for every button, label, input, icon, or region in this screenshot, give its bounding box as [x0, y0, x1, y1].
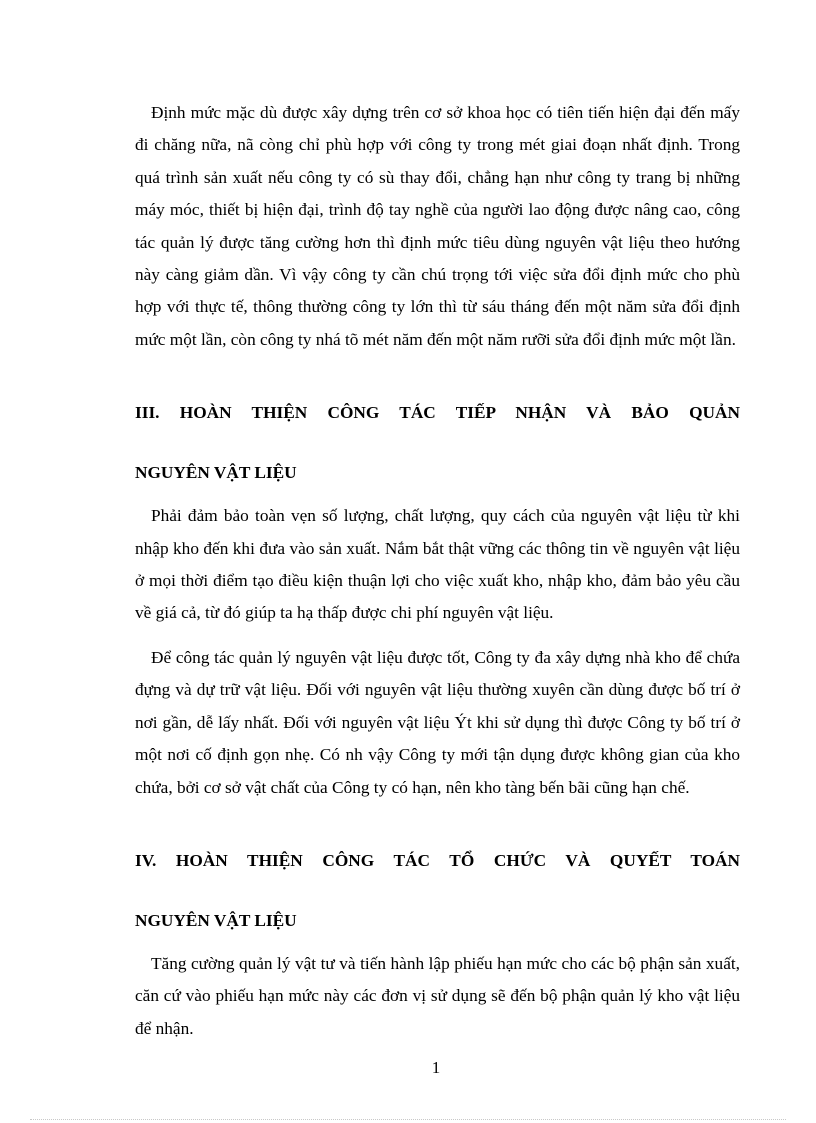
paragraph-preservation: Phải đảm bảo toàn vẹn số lượng, chất lượng, quy cách của nguyên vật liệu từ khi nhập kho đến khi đưa vào sản xuất. Nắm bắt thật vững các thông tin về nguyên vật liệu ở mọi thời điểm tạo điều kiện thuận lợi cho việc xuất kho, nhập kho, đảm bảo yêu cầu về giá cả, từ đó giúp ta hạ thấp được chi phí nguyên vật liệu. [135, 506, 740, 623]
heading-section-4 [135, 816, 740, 936]
heading-section-4-line1: IV. HOÀN THIỆN CÔNG TÁC TỔ CHỨC VÀ QUYẾT TOÁN [135, 850, 740, 870]
heading-section-3-line2: NGUYÊN VẬT LIỆU [135, 463, 297, 483]
page-bottom-border [30, 1119, 786, 1120]
paragraph-quota-slips: Tăng cường quản lý vật tư và tiến hành lập phiếu hạn mức cho các bộ phận sản xuất, căn cứ vào phiếu hạn mức này các đơn vị sử dụng sẽ đến bộ phận quản lý kho vật liệu để nhận. [135, 953, 740, 1038]
document-body [135, 97, 740, 1057]
heading-section-3 [135, 368, 740, 488]
heading-section-4-line2: NGUYÊN VẬT LIỆU [135, 910, 297, 930]
heading-section-3-line1: III. HOÀN THIỆN CÔNG TÁC TIẾP NHẬN VÀ BẢO QUẢN [135, 403, 740, 423]
paragraph-warehouse: Để công tác quản lý nguyên vật liệu được tốt, Công ty đa xây dựng nhà kho để chứa đựng và dự trữ vật liệu. Đối với nguyên vật liệu thường xuyên cần dùng được bố trí ở nơi gần, dễ lấy nhất. Đối với nguyên vật liệu Ýt khi sử dụng thì được Công ty bố trí ở một nơi cố định gọn nhẹ. Có nh vậy Công ty mới tận dụng được không gian của kho chứa, bởi cơ sở vật chất của Công ty có hạn, nên kho tàng bến bãi cũng hạn chế. [135, 647, 740, 797]
paragraph-material-norms: Định mức mặc dù được xây dựng trên cơ sở khoa học có tiên tiến hiện đại đến mấy đi chăng nữa, nã còng chỉ phù hợp với công ty trong mét giai đoạn nhất định. Trong quá trình sản xuất nếu công ty có sù thay đổi, chẳng hạn như công ty trang bị những máy móc, thiết bị hiện đại, trình độ tay nghề của người lao động được nâng cao, công tác quản lý được tăng cường hơn thì định mức tiêu dùng nguyên vật liệu theo hướng này càng giảm dần. Vì vậy công ty cần chú trọng tới việc sửa đổi định mức cho phù hợp với thực tế, thông thường công ty lớn thì từ sáu tháng đến một năm sửa đổi định mức một lần, còn công ty nhá tõ mét năm đến một năm rưỡi sửa đổi định mức một lần. [135, 103, 740, 349]
page-number: 1 [431, 1058, 441, 1077]
